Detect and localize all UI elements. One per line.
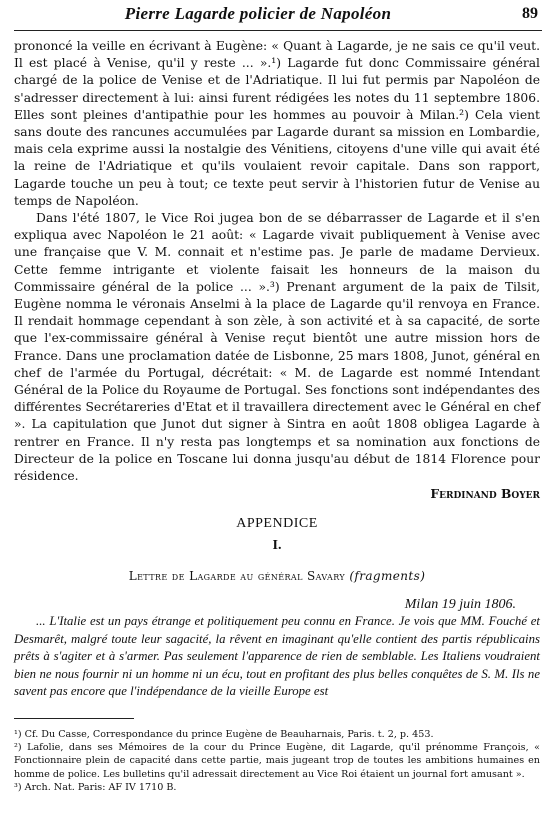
header-rule — [14, 30, 542, 31]
page-number: 89 — [522, 5, 538, 22]
footnotes — [14, 728, 540, 794]
appendix-section-number: I. — [272, 537, 282, 553]
letter-text: ... L'Italie est un pays étrange et politiquement peu connu en France. Je vois que MM. Fouché et Desmarêt, malgré toute leur sagacité, la rêvent en imaginant qu'elle contient des partis républicains prêts à s'agiter et à s'armer. Pas seulement l'apparence de rien de semblable. Les Italiens voudraient bien ne nous fournir ni un homme ni un écu, tout en profitant des plus belles conquêtes de S. M. Ils ne savent pas encore que l'indépendance de la vieille Europe est — [14, 614, 540, 698]
paragraph-1: prononcé la veille en écrivant à Eugène: « Quant à Lagarde, je ne sais ce qu'il veut. Il est placé à Venise, qu'il y reste ... ».¹) Lagarde fut donc Commissaire général chargé de la police de Venise et de l'Adriatique. Il lui fut permis par Napoléon de s'adresser directement à lui: ainsi furent rédigées les notes du 11 septembre 1806. Elles sont pleines d'antipathie pour les hommes au pouvoir à Milan.²) Cela vient sans doute des rancunes accumulées par Lagarde durant sa mission en Lombardie, mais cela exprime aussi la nostalgie des Vénitiens, citoyens d'une ville qui avait été la reine de l'Adriatique et qu'ils voulaient revoir capitale. Dans son rapport, Lagarde touche un peu à tout; ce texte peut servir à l'historien futur de Venise au temps de Napoléon. — [14, 39, 540, 208]
footnote-1: ¹) Cf. Du Casse, Correspondance du prince Eugène de Beauharnais, Paris. t. 2, p. 453. — [14, 729, 434, 740]
letter-heading — [14, 568, 540, 585]
letter-dateline: Milan 19 juin 1806. — [404, 597, 516, 613]
footnote-3: ³) Arch. Nat. Paris: AF IV 1710 B. — [14, 781, 177, 793]
paragraph-2: Dans l'été 1807, le Vice Roi jugea bon de se débarrasser de Lagarde et il s'en expliqua avec Napoléon le 21 août: « Lagarde vivait publiquement à Venise avec une française que V. M. connait et n'estime pas. Je parle de madame Dervieux. Cette femme intrigante et violente faisait les honneurs de la maison du Commissaire général de la police ... ».³) Prenant argument de la paix de Tilsit, Eugène nomma le véronais Anselmi à la place de Lagarde qu'il renvoya en France. Il rendait hommage cependant à son zèle, à son activité et à sa capacité, de sorte que l'ex-commissaire général à Venise reçut bientôt une autre mission hors de France. Dans une proclamation datée de Lisbonne, 25 mars 1808, Junot, général en chef de l'armée du Portugal, décrétait: « M. de Lagarde est nommé Intendant Général de la Police du Royaume de Portugal. Ses fonctions sont indépendantes des différentes Secrétareries d'Etat et il travaillera directement avec le Général en chef ». La capitulation que Junot dut signer à Sintra en août 1808 obligea Lagarde à rentrer en France. Il n'y resta pas longtemps et sa nomination aux fonctions de Directeur de la police en Toscane lui donna jusqu'au début de 1814 Florence pour résidence. — [14, 211, 540, 484]
letter-heading-text: Lettre de Lagarde au général Savary — [128, 568, 346, 583]
letter-heading-suffix: (fragments) — [349, 568, 426, 583]
running-header — [14, 4, 542, 28]
footnote-rule — [14, 718, 134, 719]
appendix-heading: APPENDICE — [236, 516, 318, 532]
footnote-2: ²) Lafolie, dans ses Mémoires de la cour du Prince Eugène, dit Lagarde, qu'il prénomme François, « Fonctionnaire plein de capacité dans cette partie, mais jugeant trop de toutes les ambitions humaines en homme de police. Les bulletins qu'il adressait directement au Vice Roi étaient un journal fort amusant ». — [14, 742, 540, 780]
author-signature: Ferdinand Boyer — [430, 486, 540, 502]
main-text — [14, 38, 540, 700]
running-title: Pierre Lagarde policier de Napoléon — [124, 4, 392, 23]
